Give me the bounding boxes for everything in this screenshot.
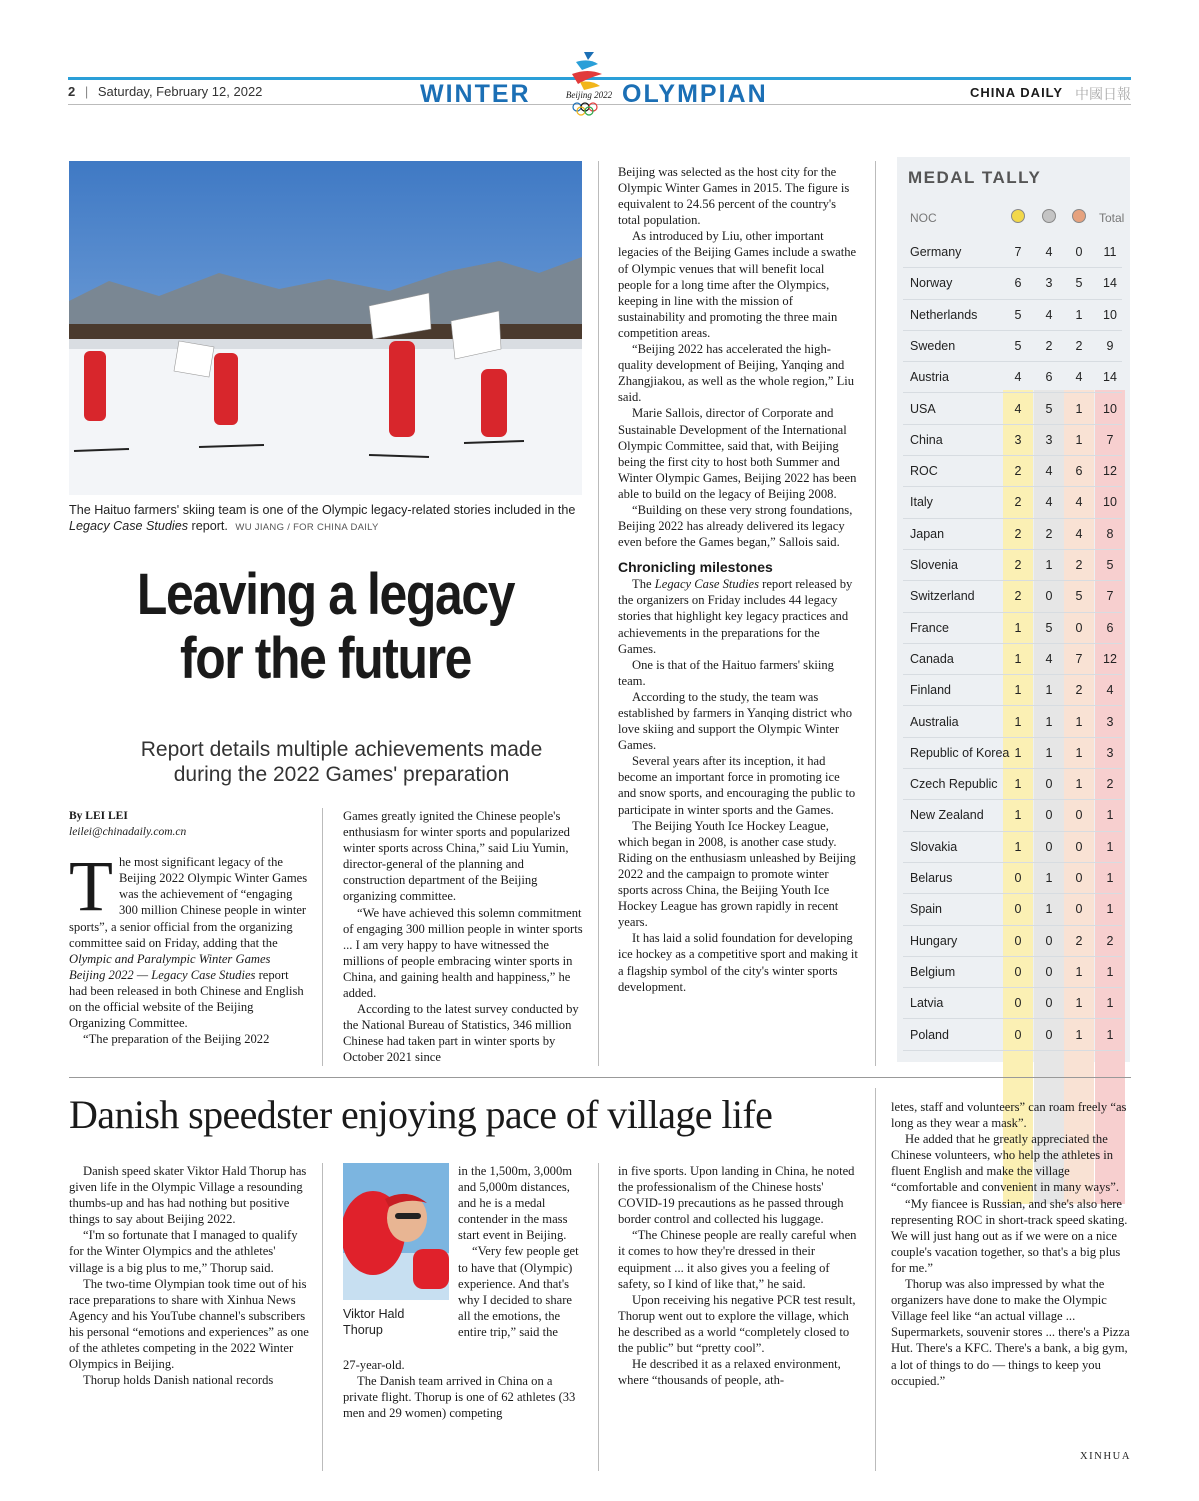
- medal-row: [897, 988, 1130, 1019]
- gold-count: 2: [1014, 558, 1022, 572]
- gold-count: 5: [1014, 338, 1022, 353]
- svg-text:Beijing 2022: Beijing 2022: [565, 90, 613, 100]
- gold-count: 2: [1014, 526, 1022, 541]
- bronze-count: 4: [1075, 370, 1083, 385]
- noc-name: New Zealand: [910, 808, 984, 823]
- article2-column-2: 27-year-old. The Danish team arrived in China on a private flight. Thorup is one of 62 athletes (33 men and 29 women) competing: [343, 1358, 576, 1421]
- article2-column-1: Danish speed skater Viktor Hald Thorup has given life in the Olympic Village a resounding thumbs-up and has had nothing but positive things to say about Beijing 2022. “I'm so fortunate that I managed to qualify for the Winter Olympics and the athletes' village is a big plus to me,” Thorup said. The two-time Olympian took time out of his race preparations to share with Xinhua News Agency and his YouTube channel's subscribers his personal “emotions and experiences” as one of the athletes competing in the 2022 Winter Olympics in Beijing. Thorup holds Danish national records: [69, 1164, 309, 1388]
- bronze-count: 1: [1075, 307, 1083, 322]
- gold-medal-icon: [1011, 209, 1025, 223]
- noc-name: Czech Republic: [910, 777, 998, 792]
- article2-column-2-wrap: in the 1,500m, 3,000m and 5,000m distances, and he is a medal contender in the mass start event in Beijing. “Very few people get to have that (Olympic) experience. And that's why I decided to share all the emotions, the entire trip,” said the: [458, 1164, 579, 1339]
- total-count: 1: [1106, 902, 1114, 917]
- gold-count: 2: [1014, 589, 1022, 604]
- silver-count: 4: [1045, 495, 1053, 510]
- silver-count: 0: [1045, 589, 1053, 604]
- skater-photo: [343, 1163, 449, 1300]
- gold-count: 1: [1014, 777, 1022, 792]
- gold-count: 5: [1014, 307, 1022, 322]
- total-count: 3: [1106, 745, 1114, 760]
- medal-row: [897, 675, 1130, 706]
- bronze-count: 1: [1075, 1027, 1083, 1042]
- bronze-count: 1: [1075, 964, 1083, 979]
- bronze-count: 4: [1075, 526, 1083, 541]
- medal-row: [897, 644, 1130, 675]
- medal-row: [897, 863, 1130, 894]
- medal-row: [897, 362, 1130, 393]
- medal-row: [897, 1020, 1130, 1051]
- silver-count: 2: [1045, 526, 1053, 541]
- noc-name: Spain: [910, 902, 942, 917]
- gold-count: 0: [1014, 902, 1022, 917]
- article-headline: Leaving a legacy for the future: [136, 562, 515, 691]
- noc-name: ROC: [910, 464, 938, 479]
- bronze-count: 2: [1075, 933, 1083, 948]
- noc-name: Belgium: [910, 964, 956, 979]
- bronze-count: 0: [1075, 871, 1083, 885]
- total-count: 2: [1106, 777, 1114, 792]
- gold-count: 1: [1014, 683, 1022, 698]
- total-column-header: Total: [1099, 211, 1125, 225]
- noc-name: Italy: [910, 495, 933, 510]
- total-count: 8: [1106, 526, 1114, 541]
- noc-name: Netherlands: [910, 307, 978, 322]
- silver-count: 4: [1045, 307, 1053, 322]
- medal-row: [897, 769, 1130, 800]
- row-separator: [903, 1050, 1122, 1051]
- total-count: 12: [1103, 651, 1117, 666]
- total-count: 10: [1103, 495, 1117, 510]
- gold-count: 0: [1014, 964, 1022, 979]
- silver-count: 2: [1045, 338, 1053, 353]
- silver-count: 0: [1045, 996, 1053, 1011]
- beijing-2022-logo: [558, 48, 620, 118]
- medal-row: [897, 832, 1130, 863]
- total-count: 11: [1103, 245, 1117, 259]
- silver-count: 0: [1045, 808, 1053, 823]
- noc-name: Republic of Korea: [910, 745, 1010, 760]
- silver-count: 0: [1045, 839, 1053, 854]
- bronze-count: 1: [1075, 714, 1083, 729]
- silver-count: 1: [1045, 714, 1053, 729]
- medal-row: [897, 738, 1130, 769]
- gold-count: 1: [1014, 620, 1022, 635]
- bronze-count: 0: [1075, 245, 1083, 259]
- bronze-count: 1: [1075, 432, 1083, 447]
- medal-row: [897, 926, 1130, 957]
- article-deck: Report details multiple achievements made during the 2022 Games' preparation: [140, 738, 543, 786]
- bronze-count: 1: [1075, 996, 1083, 1011]
- publication-name: CHINA DAILY: [970, 85, 1064, 100]
- total-count: 12: [1103, 464, 1117, 479]
- total-count: 2: [1106, 933, 1114, 948]
- silver-count: 1: [1045, 683, 1053, 698]
- total-count: 6: [1106, 620, 1114, 635]
- medal-row: [897, 237, 1130, 268]
- total-count: 7: [1106, 589, 1114, 604]
- medal-row: [897, 394, 1130, 425]
- gold-count: 1: [1014, 714, 1022, 729]
- medal-row: [897, 331, 1130, 362]
- total-count: 1: [1106, 1027, 1114, 1042]
- medal-row: [897, 268, 1130, 299]
- noc-name: Japan: [910, 526, 945, 541]
- skater-photo-caption: Viktor Hald Thorup: [343, 1307, 405, 1337]
- medal-row: [897, 550, 1130, 581]
- total-count: 14: [1103, 370, 1117, 385]
- total-count: 10: [1103, 401, 1117, 416]
- noc-name: Slovakia: [910, 839, 958, 854]
- article1-column-2: Games greatly ignited the Chinese people's enthusiasm for winter sports and popularized winter sports across China,” said Liu Yumin, director-general of the planning and construction department of the Beijing organizing committee. “We have achieved this solemn commitment of engaging 300 million people in winter sports ... I am very happy to have witnessed the millions of people embracing winter sports in China, and gaining health and happiness,” he added. According to the latest survey conducted by the National Bureau of Statistics, 346 million Chinese had taken part in winter sports by October 2021 since: [343, 809, 583, 1065]
- bronze-count: 5: [1075, 589, 1083, 604]
- total-count: 1: [1106, 996, 1114, 1011]
- gold-count: 0: [1014, 933, 1022, 948]
- bronze-count: 0: [1075, 620, 1083, 635]
- gold-count: 4: [1014, 401, 1022, 416]
- medal-row: [897, 957, 1130, 988]
- noc-name: Australia: [910, 714, 959, 729]
- bronze-count: 0: [1075, 839, 1083, 854]
- total-count: 3: [1106, 714, 1114, 729]
- noc-name: Poland: [910, 1027, 949, 1042]
- total-count: 1: [1106, 839, 1114, 854]
- total-count: 4: [1106, 683, 1114, 698]
- total-count: 1: [1106, 871, 1114, 885]
- column-divider: [875, 161, 876, 1066]
- noc-name: Hungary: [910, 933, 958, 948]
- silver-count: 1: [1045, 558, 1053, 572]
- total-count: 10: [1103, 307, 1117, 322]
- silver-count: 6: [1045, 370, 1053, 385]
- noc-name: Sweden: [910, 338, 956, 353]
- bronze-count: 1: [1075, 777, 1083, 792]
- gold-count: 0: [1014, 871, 1022, 885]
- gold-count: 2: [1014, 464, 1022, 479]
- bronze-count: 1: [1075, 745, 1083, 760]
- article2-headline: Danish speedster enjoying pace of village life: [69, 1092, 773, 1137]
- medal-row: [897, 707, 1130, 738]
- source-credit: XINHUA: [1080, 1451, 1132, 1462]
- bronze-count: 2: [1075, 558, 1083, 572]
- total-count: 14: [1103, 276, 1117, 291]
- gold-count: 1: [1014, 651, 1022, 666]
- medal-row: [897, 487, 1130, 518]
- byline: By LEI LEI: [69, 810, 128, 822]
- medal-row: [897, 300, 1130, 331]
- noc-name: Latvia: [910, 996, 944, 1011]
- total-count: 5: [1106, 558, 1114, 572]
- gold-count: 4: [1014, 370, 1022, 385]
- silver-medal-icon: [1042, 209, 1056, 223]
- silver-count: 4: [1045, 651, 1053, 666]
- column-divider: [322, 1163, 323, 1471]
- author-email: leilei@chinadaily.com.cn: [69, 826, 187, 839]
- medal-row: [897, 581, 1130, 612]
- noc-name: France: [910, 620, 949, 635]
- silver-count: 0: [1045, 933, 1053, 948]
- total-count: 9: [1106, 338, 1114, 353]
- noc-name: USA: [910, 401, 936, 416]
- gold-count: 1: [1014, 745, 1022, 760]
- noc-name: Finland: [910, 683, 951, 698]
- column-divider: [598, 1163, 599, 1471]
- gold-count: 1: [1014, 839, 1022, 854]
- noc-name: Switzerland: [910, 589, 975, 604]
- noc-name: China: [910, 432, 943, 447]
- gold-count: 0: [1014, 996, 1022, 1011]
- gold-count: 3: [1014, 432, 1022, 447]
- photo-caption: The Haituo farmers' skiing team is one of the Olympic legacy-related stories included in the Legacy Case Studies report. WU JIANG / FOR CHINA DAILY: [69, 503, 576, 533]
- column-divider: [322, 808, 323, 1066]
- bronze-count: 5: [1075, 276, 1083, 291]
- drop-cap: T: [69, 846, 113, 927]
- article2-column-3: in five sports. Upon landing in China, he noted the professionalism of the Chinese hosts' COVID-19 precautions as he passed through border control and collected his luggage. “The Chinese people are really careful when it comes to how they're dressed in their equipment ... it also gives you a feeling of safety, so I kind of like that,” he said. Upon receiving his negative PCR test result, Thorup went out to explore the village, which he described as a world “completely closed to the public” but “pretty cool”. He described it as a relaxed environment, where “thousands of people, ath-: [618, 1164, 857, 1388]
- skiing-team-photo: [69, 161, 582, 495]
- page-number: 2: [68, 84, 76, 99]
- total-count: 7: [1106, 432, 1114, 447]
- medal-row: [897, 456, 1130, 487]
- section-title-right: OLYMPIAN: [622, 80, 768, 108]
- silver-count: 0: [1045, 1027, 1053, 1042]
- gold-count: 6: [1014, 276, 1022, 291]
- publication-name-chinese: 中國日報: [1075, 86, 1131, 102]
- page-folio: 2 | Saturday, February 12, 2022: [68, 84, 263, 99]
- silver-count: 0: [1045, 964, 1053, 979]
- medal-row: [897, 894, 1130, 925]
- subheading: Chronicling milestones: [618, 559, 773, 576]
- medal-tally-title: MEDAL TALLY: [908, 168, 1042, 187]
- bronze-count: 7: [1075, 651, 1083, 666]
- bronze-count: 2: [1075, 683, 1083, 698]
- noc-name: Canada: [910, 651, 954, 666]
- gold-count: 0: [1014, 1027, 1022, 1042]
- bronze-medal-icon: [1072, 209, 1086, 223]
- silver-count: 0: [1045, 777, 1053, 792]
- silver-count: 4: [1045, 245, 1053, 259]
- noc-name: Austria: [910, 370, 949, 385]
- silver-count: 1: [1045, 745, 1053, 760]
- article1-column-3: Beijing was selected as the host city for the Olympic Winter Games in 2015. The figure is equivalent to 24.56 percent of the country's total population. As introduced by Liu, other important legacies of the Beijing Games include a swathe of Olympic venues that will benefit local people for a long time after the Olympics, keeping in line with the mission of sustainability and promoting the three main competition areas. “Beijing 2022 has accelerated the high-quality development of Beijing, Yanqing and Zhangjiakou, as well as the whole region,” Liu said. Marie Sallois, director of Corporate and Sustainable Development of the International Olympic Committee, said that, with Beijing being the first city to host both Summer and Winter Olympic Games, Beijing 2022 has been able to build on the legacy of Beijing 2008. “Building on these very strong foundations, Beijing 2022 has already delivered its legacy even before the Games began,” Sallois said. Chronicling milestones The Legacy Case Studies report released by the organizers on Friday includes 44 legacy stories that highlight key legacy practices and achievements in the preparations for the Games. One is that of the Haituo farmers' skiing team. According to the study, the team was established by farmers in Yanqing district who love skiing and support the Olympic Winter Games. Several years after its inception, it had become an important force in promoting ice and snow sports, and encouraging the public to participate in winter sports and the Games. The Beijing Youth Ice Hockey League, which began in 2008, is another case study. Riding on the enthusiasm unleashed by Beijing 2022 and the campaign to promote winter sports across China, the Beijing Youth Ice Hockey League has grown rapidly in recent years. It has laid a solid foundation for developing ice hockey as a competitive sport and making it a flagship symbol of the city's winter sports development.: [618, 165, 858, 994]
- article2-column-4: letes, staff and volunteers” can roam freely “as long as they wear a mask”. He added that he greatly appreciated the Chinese volunteers, who help the athletes in fluent English and make the village “comfortable and convenient in many ways”. “My fiancee is Russian, and she's also here representing ROC in short-track speed skating. We will just hang out as if we were on a nice couple's vacation together, so that's a big plus for me.” Thorup was also impressed by what the organizers have done to make the Olympic Village feel like “an actual village ... Supermarkets, souvenir stores ... there's a Pizza Hut. There's a KFC. There's a bank, a big gym, a lot of things to do — things to keep you occupied.”: [891, 1100, 1130, 1388]
- bronze-count: 0: [1075, 808, 1083, 823]
- article1-column-1: By LEI LEI leilei@chinadaily.com.cn The most significant legacy of the Beijing 2022 Olympic Winter Games was the achievement of “engaging 300 million Chinese people in winter sports”, a senior official from the organizing committee said on Friday, adding that the Olympic and Paralympic Winter Games Beijing 2022 — Legacy Case Studies report had been released in both Chinese and English on the official website of the Beijing Organizing Committee. “The preparation of the Beijing 2022: [69, 810, 308, 1047]
- gold-count: 1: [1014, 808, 1022, 823]
- bronze-count: 2: [1075, 338, 1083, 353]
- column-divider: [875, 1088, 876, 1471]
- gold-count: 2: [1014, 495, 1022, 510]
- silver-count: 4: [1045, 464, 1053, 479]
- medal-row: [897, 425, 1130, 456]
- noc-name: Germany: [910, 245, 962, 259]
- noc-name: Belarus: [910, 871, 953, 885]
- silver-count: 5: [1045, 620, 1053, 635]
- bronze-count: 1: [1075, 401, 1083, 416]
- bronze-count: 0: [1075, 902, 1083, 917]
- silver-count: 1: [1045, 902, 1053, 917]
- gold-count: 7: [1014, 245, 1022, 259]
- medal-tally-box: [897, 157, 1130, 1062]
- column-divider: [598, 161, 599, 1066]
- silver-count: 5: [1045, 401, 1053, 416]
- silver-count: 3: [1045, 432, 1053, 447]
- bronze-count: 4: [1075, 495, 1083, 510]
- noc-name: Norway: [910, 276, 953, 291]
- bronze-count: 6: [1075, 464, 1083, 479]
- medal-row: [897, 613, 1130, 644]
- total-count: 1: [1106, 808, 1114, 823]
- total-count: 1: [1106, 964, 1114, 979]
- medal-row: [897, 519, 1130, 550]
- photo-credit: WU JIANG / FOR CHINA DAILY: [235, 522, 379, 533]
- silver-count: 1: [1045, 871, 1053, 885]
- section-divider: [69, 1077, 1131, 1078]
- noc-column-header: NOC: [910, 211, 937, 225]
- silver-count: 3: [1045, 276, 1053, 291]
- noc-name: Slovenia: [910, 558, 958, 572]
- medal-row: [897, 800, 1130, 831]
- page-date: Saturday, February 12, 2022: [97, 84, 263, 99]
- section-title-left: WINTER: [420, 80, 531, 108]
